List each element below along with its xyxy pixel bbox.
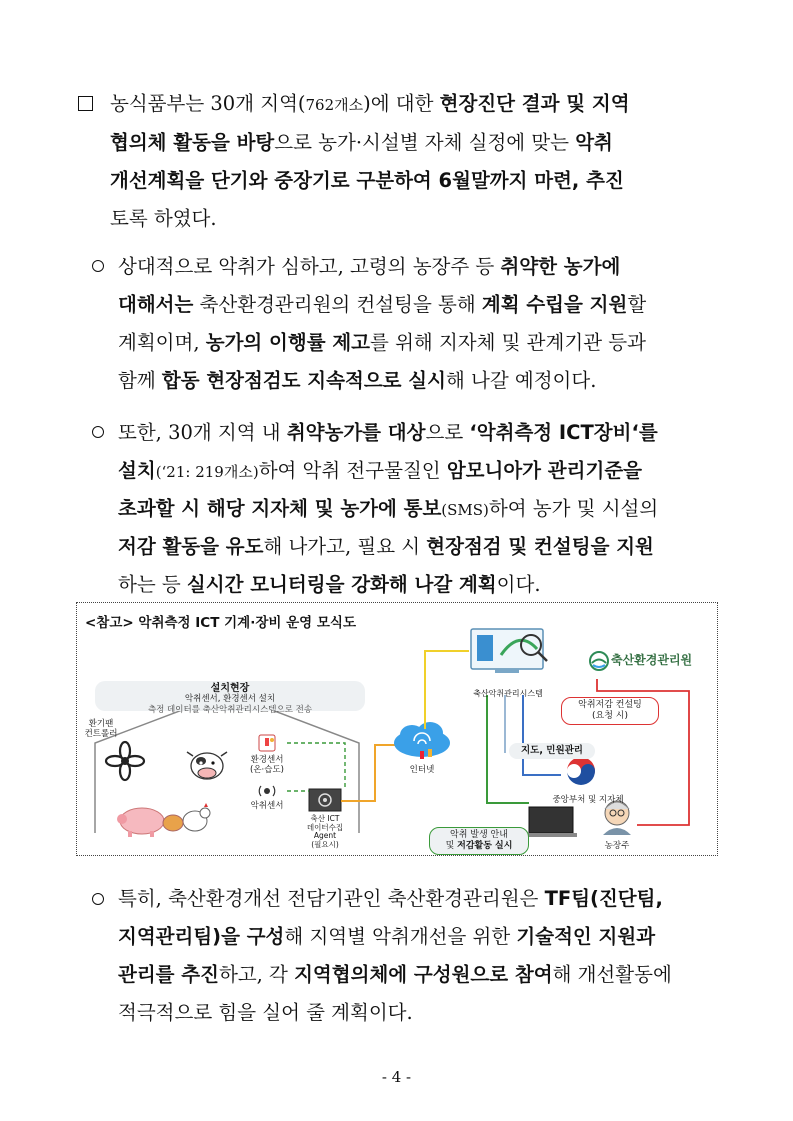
- agent-device-icon: [309, 789, 341, 811]
- cloud-icon: [394, 722, 450, 759]
- org-name: 축산환경관리원: [611, 653, 693, 667]
- bullet3-line4: 적극적으로 힘을 실어 줄 계획이다.: [118, 1001, 413, 1024]
- circle-bullet: [92, 893, 104, 905]
- laptop-icon: [525, 807, 577, 837]
- bullet1-line2: 대해서는 축산환경관리원의 컨설팅을 통해 계획 수립을 지원할: [118, 293, 647, 316]
- diagram-graphics: [77, 603, 717, 855]
- site-box: 설치현장: [95, 681, 365, 711]
- bullet2-line2: 설치(‘21: 219개소)하여 악취 전구물질인 암모니아가 관리기준을: [118, 459, 642, 482]
- checkbox-bullet: [78, 96, 93, 111]
- gov-line: [523, 695, 561, 775]
- site-desc2: 측정 데이터를 축산악취관리시스템으로 전송: [147, 705, 313, 715]
- gov-label: 중앙부처 및 지자체: [552, 795, 624, 805]
- section1-line3: 개선계획을 단기와 중장기로 구분하여 6월말까지 마련, 추진: [110, 169, 624, 192]
- fan-label: 환기팬 컨트롤러: [84, 719, 118, 739]
- env-sensor-label: 환경센서 (온·습도): [250, 755, 284, 775]
- bullet1-line3: 계획이며, 농가의 이행률 제고를 위해 지자체 및 관계기관 등과: [118, 331, 646, 354]
- agent-label: 축산 ICT 데이터수집 Agent (필요시): [306, 814, 344, 849]
- bullet3-line1: 특히, 축산환경개선 전담기관인 축산환경관리원은 TF팀(진단팀,: [118, 887, 663, 910]
- odor-sensor-icon: [259, 786, 275, 796]
- farmer-icon: [603, 801, 631, 835]
- ict-diagram: [76, 602, 718, 856]
- site-desc1: 악취센서, 환경센서 설치: [184, 694, 276, 704]
- circle-bullet: [92, 260, 104, 272]
- fan-icon: [106, 742, 144, 780]
- thermometer-icon: [259, 735, 275, 751]
- figure-title: <참고> 악취측정 ICT 기계·장비 운영 모식도: [85, 615, 357, 631]
- section1-line1: 농식품부는 30개 지역(762개소)에 대한 현장진단 결과 및 지역: [110, 92, 630, 115]
- admin-box: 지도, 민원관리: [509, 743, 595, 759]
- farmer-label: 농장주: [604, 841, 630, 851]
- data-line: [341, 745, 395, 801]
- bullet1-line1: 상대적으로 악취가 심하고, 고령의 농장주 등 취약한 농가에: [118, 255, 621, 278]
- internet-label: 인터넷: [409, 765, 435, 775]
- bullet2-line5: 하는 등 실시간 모니터링을 강화해 나갈 계획이다.: [118, 573, 541, 596]
- org-logo-icon: [590, 652, 608, 670]
- odor-sensor-label: 악취센서: [250, 801, 284, 811]
- bullet3-line2: 지역관리팀)을 구성해 지역별 악취개선을 위한 기술적인 지원과: [118, 925, 656, 948]
- bullet2-line4: 저감 활동을 유도해 나가고, 필요 시 현장점검 및 컨설팅을 지원: [118, 535, 654, 558]
- section1-line2: 협의체 활동을 바탕으로 농가·시설별 자체 실정에 맞는 악취: [110, 131, 613, 154]
- bullet3-line3: 관리를 추진하고, 각 지역협의체에 구성원으로 참여해 개선활동에: [118, 963, 672, 986]
- bullet2-line1: 또한, 30개 지역 내 취약농가를 대상으로 ‘악취측정 ICT장비‘를: [118, 421, 658, 444]
- circle-bullet: [92, 426, 104, 438]
- bullet1-line4: 함께 합동 현장점검도 지속적으로 실시해 나갈 예정이다.: [118, 369, 597, 392]
- section1-line4: 토록 하였다.: [110, 207, 217, 230]
- pig-icon: [117, 808, 164, 837]
- monitor-icon: [471, 629, 547, 673]
- alert-box: 악취 발생 안내 및 저감활동 실시: [429, 827, 529, 855]
- system-label: 축산악취관리시스템: [473, 689, 543, 698]
- page-number: - 4 -: [381, 1068, 412, 1086]
- gov-emblem-icon: [565, 757, 597, 791]
- bullet2-line3: 초과할 시 해당 지자체 및 농가에 통보(SMS)하여 농가 및 시설의: [118, 497, 659, 520]
- cow-icon: [187, 752, 227, 779]
- chicken-icon: [163, 803, 210, 831]
- consult-box: 악취저감 컨설팅 (요청 시): [561, 697, 659, 725]
